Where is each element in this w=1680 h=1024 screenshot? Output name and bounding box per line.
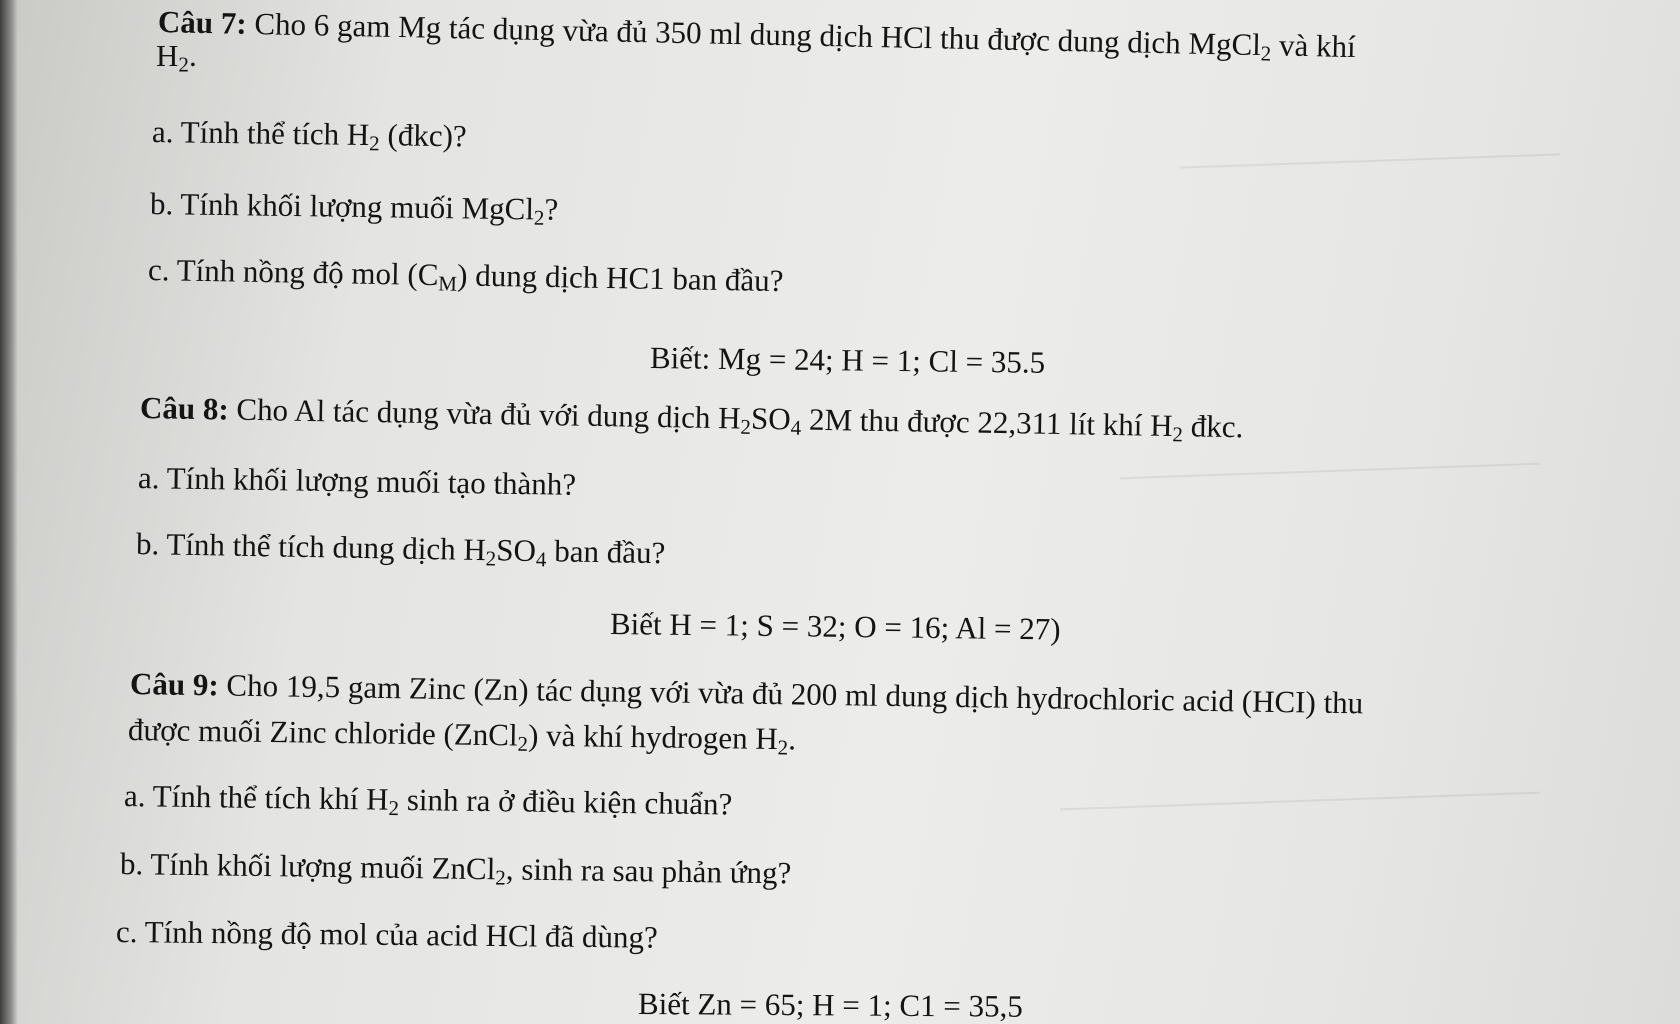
q8-intro: Câu 8: Cho Al tác dụng vừa đủ với dung dịch $H_2SO_4$ 2M thu được 22,311 lít khí $H_2$ đkc. [139,390,1244,447]
q7-part-b: b. Tính khối lượng muối MgCl$_2$? [149,186,559,230]
q9-given: Biết Zn = 65; H = 1; C1 = 35,5 [637,986,1023,1024]
q9-intro-line2: được muối Zinc chloride (ZnCl$_2$) và khí hydrogen $H_2$. [127,712,797,760]
q9-part-a: a. Tính thể tích khí $H_2$ sinh ra ở điều kiện chuẩn? [123,778,733,822]
q7-part-c: c. Tính nồng độ mol $(C_M)$ dung dịch HC1 ban đầu? [147,252,784,299]
q9-part-c: c. Tính nồng độ mol của acid HCl đã dùng? [115,914,658,955]
q7-part-a: a. Tính thể tích $H_2$ (đkc)? [151,114,467,156]
q9-label: Câu 9: [129,666,219,703]
q8-part-b: b. Tính thể tích dung dịch $H_2SO_4$ ban đầu? [135,526,666,572]
bleed-through-mark [1060,792,1540,813]
q9-part-b: b. Tính khối lượng muối ZnCl$_2$, sinh ra sau phản ứng? [119,846,792,891]
q8-label: Câu 8: [139,390,230,427]
bleed-through-mark [1120,463,1540,482]
q7-intro-line2: $H_2$. [156,38,197,77]
page-edge-shadow [0,0,18,1024]
q9-intro-line1: Câu 9: Cho 19,5 gam Zinc (Zn) tác dụng với vừa đủ 200 ml dung dịch hydrochloric acid (HCI) thu [129,666,1364,721]
q7-given: Biết: Mg = 24; H = 1; Cl = 35.5 [649,340,1046,380]
q7-intro-line1: Câu 7: Cho 6 gam Mg tác dụng vừa đủ 350 ml dung dịch HCl thu được dung dịch MgCl$_2$ và khí [157,4,1357,66]
q7-label: Câu 7: [157,4,248,41]
q8-part-a: a. Tính khối lượng muối tạo thành? [137,460,577,502]
q8-given: Biết H = 1; S = 32; O = 16; Al = 27) [609,606,1061,647]
bleed-through-mark [1180,153,1560,170]
